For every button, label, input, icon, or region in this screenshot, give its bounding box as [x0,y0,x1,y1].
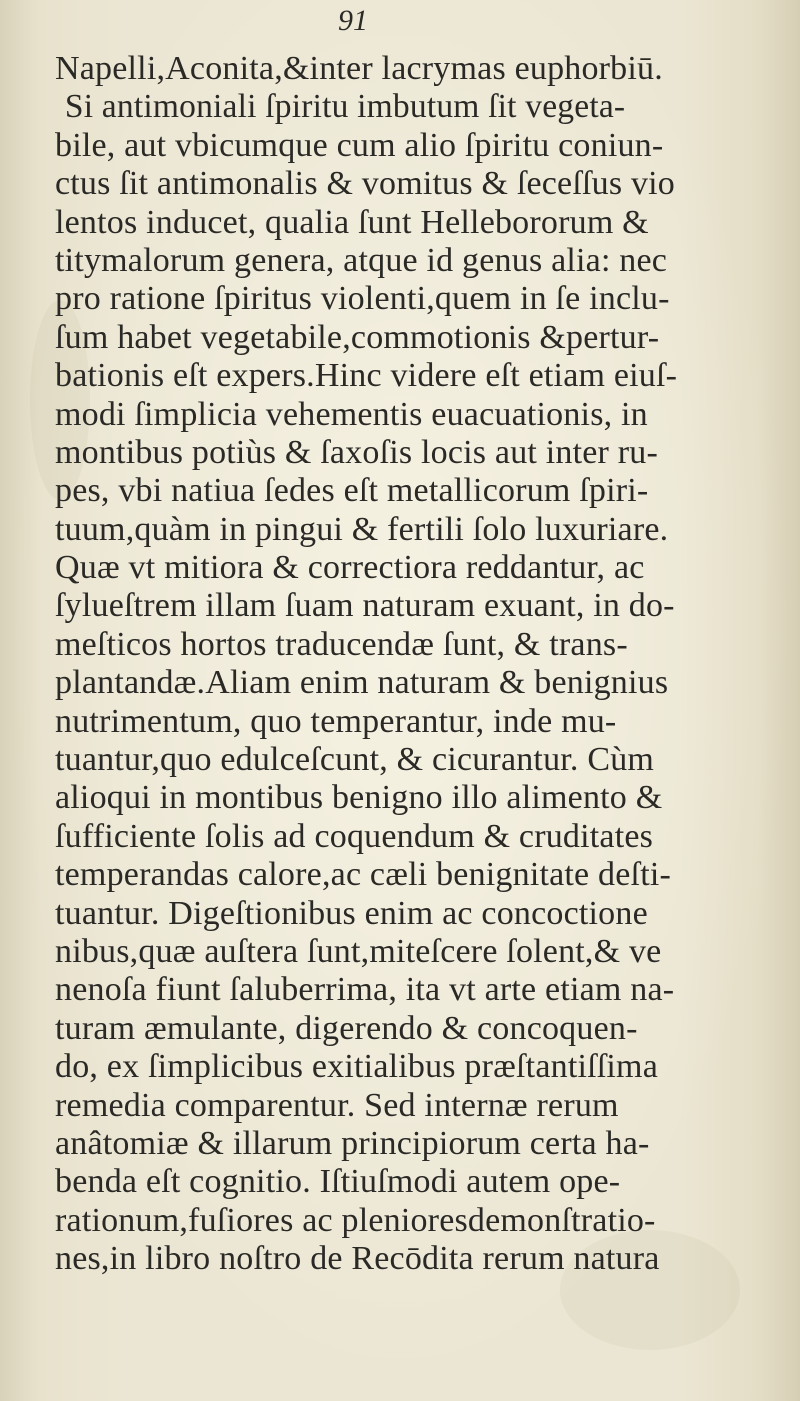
text-line: modi ſimplicia vehementis euacuationis, in [55,395,648,433]
text-line: ſum habet vegetabile,commotionis &pertur- [55,318,660,356]
text-line: pro ratione ſpiritus violenti,quem in ſe inclu- [55,280,670,318]
text-line: anâtomiæ & illarum principiorum certa ha- [55,1124,650,1162]
text-line: remedia comparentur. Sed internæ rerum [55,1086,619,1124]
text-line: Napelli,Aconita,&inter lacrymas euphorbiū. [55,50,663,87]
text-line: bationis eſt expers.Hinc videre eſt etiam eiuſ- [55,357,678,395]
text-line: benda eſt cognitio. Iſtiuſmodi autem ope- [55,1163,621,1201]
page-number: 91 [338,4,368,37]
text-line: pes, vbi natiua ſedes eſt metallicorum ſpiri- [55,472,649,510]
text-line: Quæ vt mitiora & correctiora reddantur, ac [55,549,645,587]
text-line: ſylueſtrem illam ſuam naturam exuant, in do- [55,587,675,625]
text-line: nes,in libro noſtro de Recōdita rerum natura [55,1240,660,1278]
text-line: turam æmulante, digerendo & concoquen- [55,1009,638,1047]
text-line: lentos inducet, qualia ſunt Hellebororum & [55,203,649,241]
text-line: meſticos hortos traducendæ ſunt, & trans- [55,625,628,663]
text-line: do, ex ſimplicibus exitialibus præſtantiſſima [55,1048,658,1086]
text-line: rationum,fuſiores ac plenioresdemonſtratio- [55,1201,656,1239]
text-line: nibus,quæ auſtera ſunt,miteſcere ſolent,& ve [55,932,662,970]
text-line: tuantur. Digeſtionibus enim ac concoctione [55,894,648,932]
text-line: nutrimentum, quo temperantur, inde mu- [55,702,617,740]
text-line: ſufficiente ſolis ad coquendum & cruditates [55,817,654,855]
text-line: Si antimoniali ſpiritu imbutum ſit vegeta- [64,88,626,126]
text-line: titymalorum genera, atque id genus alia: nec [55,241,668,279]
text-line: bile, aut vbicumque cum alio ſpiritu coniun- [55,126,664,164]
text-line: montibus potiùs & ſaxoſis locis aut inter ru- [55,433,659,471]
text-line: ctus ſit antimonalis & vomitus & ſeceſſus vio [55,165,676,203]
text-line: tuum,quàm in pingui & fertili ſolo luxuriare. [55,510,669,548]
text-line: temperandas calore,ac cæli benignitate deſti- [55,856,672,894]
text-line: nenoſa fiunt ſaluberrima, ita vt arte etiam na- [55,971,675,1009]
body-text [55,50,755,1279]
text-line: tuantur,quo edulceſcunt, & cicurantur. Cùm [55,741,655,779]
text-line: plantandæ.Aliam enim naturam & benignius [55,664,669,702]
text-line: alioqui in montibus benigno illo alimento & [55,779,663,817]
